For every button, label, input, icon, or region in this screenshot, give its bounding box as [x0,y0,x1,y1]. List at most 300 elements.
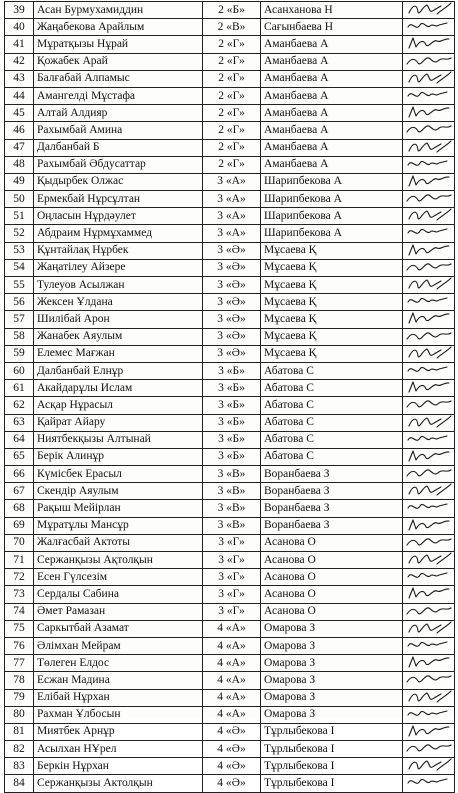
table-row [5,277,455,294]
table-row [5,191,455,208]
class-label: 3 «Ә» [203,277,261,294]
signature-cell [403,139,455,156]
row-number: 51 [5,208,34,225]
row-number: 54 [5,259,34,276]
class-label: 2 «Г» [203,156,261,173]
row-number: 84 [5,775,34,792]
class-label: 2 «Б» [203,2,261,19]
table-row [5,689,455,706]
class-label: 3 «Ә» [203,242,261,259]
table-row [5,87,455,104]
teacher-name: Мұсаева Қ [261,294,403,311]
student-name: Әмет Рамазан [34,603,203,620]
signature-cell [403,500,455,517]
signature-cell [403,191,455,208]
handwritten-signature [403,466,455,483]
teacher-name: Аманбаева А [261,36,403,53]
class-label: 3 «Б» [203,380,261,397]
signature-cell [403,534,455,551]
row-number: 65 [5,448,34,465]
handwritten-signature [403,105,455,122]
teacher-name: Омарова З [261,637,403,654]
signature-cell [403,586,455,603]
handwritten-signature [403,741,455,758]
teacher-name: Аманбаева А [261,156,403,173]
handwritten-signature [403,53,455,70]
row-number: 74 [5,603,34,620]
class-label: 3 «Г» [203,552,261,569]
table-row [5,672,455,689]
table-row [5,242,455,259]
student-name: Сержанқызы Актолқын [34,775,203,792]
student-name: Сержанқызы Ақтолқын [34,552,203,569]
handwritten-signature [403,534,455,551]
row-number: 78 [5,672,34,689]
signature-cell [403,552,455,569]
roster-body [5,2,455,793]
teacher-name: Тұрлыбекова І [261,775,403,792]
row-number: 56 [5,294,34,311]
row-number: 68 [5,500,34,517]
teacher-name: Абатова С [261,448,403,465]
class-label: 3 «А» [203,208,261,225]
signature-cell [403,259,455,276]
class-label: 2 «Г» [203,122,261,139]
handwritten-signature [403,122,455,139]
table-row [5,156,455,173]
class-label: 3 «Б» [203,414,261,431]
class-label: 3 «В» [203,466,261,483]
handwritten-signature [403,483,455,500]
table-row [5,741,455,758]
class-label: 2 «Г» [203,105,261,122]
table-row [5,70,455,87]
table-row [5,328,455,345]
class-label: 3 «Ә» [203,328,261,345]
handwritten-signature [403,552,455,569]
signature-cell [403,380,455,397]
handwritten-signature [403,517,455,534]
table-row [5,345,455,362]
signature-cell [403,414,455,431]
row-number: 53 [5,242,34,259]
row-number: 77 [5,655,34,672]
class-label: 3 «Г» [203,534,261,551]
table-row [5,414,455,431]
teacher-name: Мұсаева Қ [261,277,403,294]
row-number: 52 [5,225,34,242]
teacher-name: Шарипбекова А [261,225,403,242]
row-number: 60 [5,362,34,379]
handwritten-signature [403,294,455,311]
class-label: 4 «А» [203,620,261,637]
row-number: 42 [5,53,34,70]
teacher-name: Асанова О [261,552,403,569]
teacher-name: Воранбаева З [261,500,403,517]
signature-cell [403,345,455,362]
row-number: 81 [5,723,34,740]
table-row [5,706,455,723]
student-name: Мұратқызы Нұрай [34,36,203,53]
teacher-name: Шарипбекова А [261,173,403,190]
student-name: Шилібай Арон [34,311,203,328]
row-number: 80 [5,706,34,723]
table-row [5,775,455,792]
teacher-name: Абатова С [261,397,403,414]
class-label: 3 «В» [203,517,261,534]
row-number: 46 [5,122,34,139]
teacher-name: Асанова О [261,569,403,586]
class-label: 3 «Б» [203,448,261,465]
teacher-name: Омарова З [261,706,403,723]
class-label: 4 «Ә» [203,723,261,740]
row-number: 71 [5,552,34,569]
class-label: 3 «Б» [203,362,261,379]
class-label: 4 «Ә» [203,741,261,758]
table-row [5,311,455,328]
signature-cell [403,637,455,654]
row-number: 50 [5,191,34,208]
teacher-name: Тұрлыбекова І [261,741,403,758]
student-name: Асқар Нұрасыл [34,397,203,414]
handwritten-signature [403,637,455,654]
teacher-name: Шарипбекова А [261,208,403,225]
teacher-name: Сағынбаева Н [261,19,403,36]
table-row [5,483,455,500]
row-number: 49 [5,173,34,190]
teacher-name: Воранбаева З [261,517,403,534]
handwritten-signature [403,277,455,294]
class-label: 2 «Г» [203,139,261,156]
student-name: Құнтайлақ Нұрбек [34,242,203,259]
row-number: 76 [5,637,34,654]
table-row [5,500,455,517]
table-row [5,122,455,139]
row-number: 59 [5,345,34,362]
table-row [5,534,455,551]
teacher-name: Мұсаева Қ [261,242,403,259]
teacher-name: Абатова С [261,362,403,379]
signature-cell [403,242,455,259]
student-name: Елібай Нұрхан [34,689,203,706]
student-name: Жалғасбай Актоты [34,534,203,551]
table-row [5,637,455,654]
class-label: 3 «В» [203,500,261,517]
student-name: Жаңабекова Арайлым [34,19,203,36]
signature-cell [403,689,455,706]
signature-cell [403,156,455,173]
class-label: 3 «А» [203,225,261,242]
table-row [5,603,455,620]
signature-cell [403,53,455,70]
student-name: Рахымбай Амина [34,122,203,139]
table-row [5,105,455,122]
row-number: 41 [5,36,34,53]
student-name: Төлеген Елдос [34,655,203,672]
student-name: Қожабек Арай [34,53,203,70]
handwritten-signature [403,448,455,465]
class-label: 2 «Г» [203,53,261,70]
table-row [5,173,455,190]
row-number: 83 [5,758,34,775]
table-row [5,2,455,19]
handwritten-signature [403,414,455,431]
signature-cell [403,741,455,758]
teacher-name: Тұрлыбекова І [261,758,403,775]
class-label: 2 «Г» [203,87,261,104]
handwritten-signature [403,311,455,328]
handwritten-signature [403,191,455,208]
row-number: 75 [5,620,34,637]
student-name: Скендір Аяулым [34,483,203,500]
signature-cell [403,483,455,500]
teacher-name: Аманбаева А [261,122,403,139]
class-label: 4 «А» [203,655,261,672]
signature-cell [403,328,455,345]
student-name: Елемес Мағжан [34,345,203,362]
class-label: 2 «Г» [203,36,261,53]
table-row [5,225,455,242]
teacher-name: Омарова З [261,672,403,689]
class-label: 3 «Ә» [203,259,261,276]
handwritten-signature [403,758,455,775]
student-name: Мұратұлы Мансұр [34,517,203,534]
handwritten-signature [403,225,455,242]
handwritten-signature [403,603,455,620]
handwritten-signature [403,500,455,517]
signature-cell [403,70,455,87]
handwritten-signature [403,431,455,448]
row-number: 67 [5,483,34,500]
roster-sheet [4,1,454,790]
signature-cell [403,655,455,672]
signature-cell [403,397,455,414]
student-name: Берік Алинұр [34,448,203,465]
class-label: 3 «А» [203,173,261,190]
signature-cell [403,517,455,534]
handwritten-signature [403,345,455,362]
handwritten-signature [403,156,455,173]
student-name: Миятбек Арнұр [34,723,203,740]
handwritten-signature [403,242,455,259]
signature-cell [403,173,455,190]
row-number: 64 [5,431,34,448]
student-name: Күмісбек Ерасыл [34,466,203,483]
class-label: 3 «Г» [203,586,261,603]
row-number: 61 [5,380,34,397]
teacher-name: Тұрлыбекова І [261,723,403,740]
student-roster-table [4,1,455,793]
student-name: Ермекбай Нұрсұлтан [34,191,203,208]
signature-cell [403,620,455,637]
student-name: Тулеуов Асылжан [34,277,203,294]
handwritten-signature [403,19,455,36]
class-label: 4 «А» [203,706,261,723]
class-label: 4 «Ә» [203,758,261,775]
row-number: 40 [5,19,34,36]
handwritten-signature [403,723,455,740]
table-row [5,294,455,311]
handwritten-signature [403,259,455,276]
table-row [5,586,455,603]
student-name: Қыдырбек Олжас [34,173,203,190]
row-number: 47 [5,139,34,156]
handwritten-signature [403,655,455,672]
table-row [5,53,455,70]
row-number: 79 [5,689,34,706]
class-label: 3 «В» [203,483,261,500]
row-number: 73 [5,586,34,603]
signature-cell [403,706,455,723]
row-number: 57 [5,311,34,328]
student-name: Рахымбай Әбдусаттар [34,156,203,173]
teacher-name: Абатова С [261,380,403,397]
student-name: Есен Гүлсезім [34,569,203,586]
table-row [5,758,455,775]
row-number: 48 [5,156,34,173]
table-row [5,397,455,414]
row-number: 44 [5,87,34,104]
student-name: Жанабек Аяулым [34,328,203,345]
row-number: 58 [5,328,34,345]
teacher-name: Асанханова Н [261,2,403,19]
handwritten-signature [403,380,455,397]
signature-cell [403,362,455,379]
student-name: Жаңатілеу Айзере [34,259,203,276]
handwritten-signature [403,173,455,190]
teacher-name: Мұсаева Қ [261,311,403,328]
handwritten-signature [403,2,455,19]
teacher-name: Мұсаева Қ [261,259,403,276]
signature-cell [403,87,455,104]
row-number: 62 [5,397,34,414]
teacher-name: Омарова З [261,689,403,706]
class-label: 3 «Б» [203,431,261,448]
student-name: Асылхан НҰрел [34,741,203,758]
student-name: Беркін Нұрхан [34,758,203,775]
signature-cell [403,775,455,792]
class-label: 3 «Б» [203,397,261,414]
class-label: 2 «Г» [203,70,261,87]
teacher-name: Воранбаева З [261,466,403,483]
signature-cell [403,2,455,19]
class-label: 2 «В» [203,19,261,36]
class-label: 4 «А» [203,689,261,706]
student-name: Амангелді Мұстафа [34,87,203,104]
class-label: 3 «А» [203,191,261,208]
row-number: 82 [5,741,34,758]
signature-cell [403,311,455,328]
handwritten-signature [403,36,455,53]
teacher-name: Мұсаева Қ [261,345,403,362]
student-name: Далбанбай Елнұр [34,362,203,379]
row-number: 70 [5,534,34,551]
signature-cell [403,277,455,294]
student-name: Саркытбай Азамат [34,620,203,637]
table-row [5,517,455,534]
row-number: 69 [5,517,34,534]
row-number: 43 [5,70,34,87]
class-label: 3 «Г» [203,603,261,620]
teacher-name: Омарова З [261,620,403,637]
table-row [5,552,455,569]
signature-cell [403,448,455,465]
class-label: 3 «Ә» [203,311,261,328]
student-name: Оңласын Нұрдәулет [34,208,203,225]
signature-cell [403,19,455,36]
handwritten-signature [403,397,455,414]
table-row [5,620,455,637]
student-name: Әлімхан Мейрам [34,637,203,654]
table-row [5,448,455,465]
teacher-name: Абатова С [261,414,403,431]
student-name: Балғабай Алпамыс [34,70,203,87]
teacher-name: Аманбаева А [261,105,403,122]
student-name: Абдраим Нұрмұхаммед [34,225,203,242]
student-name: Акайдарұлы Ислам [34,380,203,397]
handwritten-signature [403,70,455,87]
teacher-name: Аманбаева А [261,70,403,87]
table-row [5,380,455,397]
teacher-name: Асанова О [261,534,403,551]
teacher-name: Асанова О [261,586,403,603]
class-label: 3 «Г» [203,569,261,586]
row-number: 55 [5,277,34,294]
signature-cell [403,208,455,225]
table-row [5,139,455,156]
student-name: Сердалы Сабина [34,586,203,603]
signature-cell [403,225,455,242]
signature-cell [403,431,455,448]
teacher-name: Аманбаева А [261,87,403,104]
signature-cell [403,723,455,740]
teacher-name: Воранбаева З [261,483,403,500]
teacher-name: Шарипбекова А [261,191,403,208]
teacher-name: Аманбаева А [261,53,403,70]
class-label: 4 «А» [203,672,261,689]
student-name: Ниятбекқызы Алтынай [34,431,203,448]
teacher-name: Омарова З [261,655,403,672]
student-name: Далбанбай Б [34,139,203,156]
row-number: 66 [5,466,34,483]
student-name: Рахман Ұлбосын [34,706,203,723]
handwritten-signature [403,706,455,723]
signature-cell [403,122,455,139]
signature-cell [403,294,455,311]
class-label: 4 «Ә» [203,775,261,792]
student-name: Алтай Алдияр [34,105,203,122]
teacher-name: Аманбаева А [261,139,403,156]
table-row [5,36,455,53]
teacher-name: Асанова О [261,603,403,620]
student-name: Қайрат Айару [34,414,203,431]
table-row [5,655,455,672]
teacher-name: Абатова С [261,431,403,448]
table-row [5,569,455,586]
student-name: Есжан Мадина [34,672,203,689]
handwritten-signature [403,362,455,379]
row-number: 72 [5,569,34,586]
class-label: 3 «Ә» [203,345,261,362]
handwritten-signature [403,689,455,706]
teacher-name: Мұсаева Қ [261,328,403,345]
signature-cell [403,758,455,775]
handwritten-signature [403,569,455,586]
signature-cell [403,466,455,483]
table-row [5,259,455,276]
row-number: 45 [5,105,34,122]
student-name: Рақыш Мейірлан [34,500,203,517]
